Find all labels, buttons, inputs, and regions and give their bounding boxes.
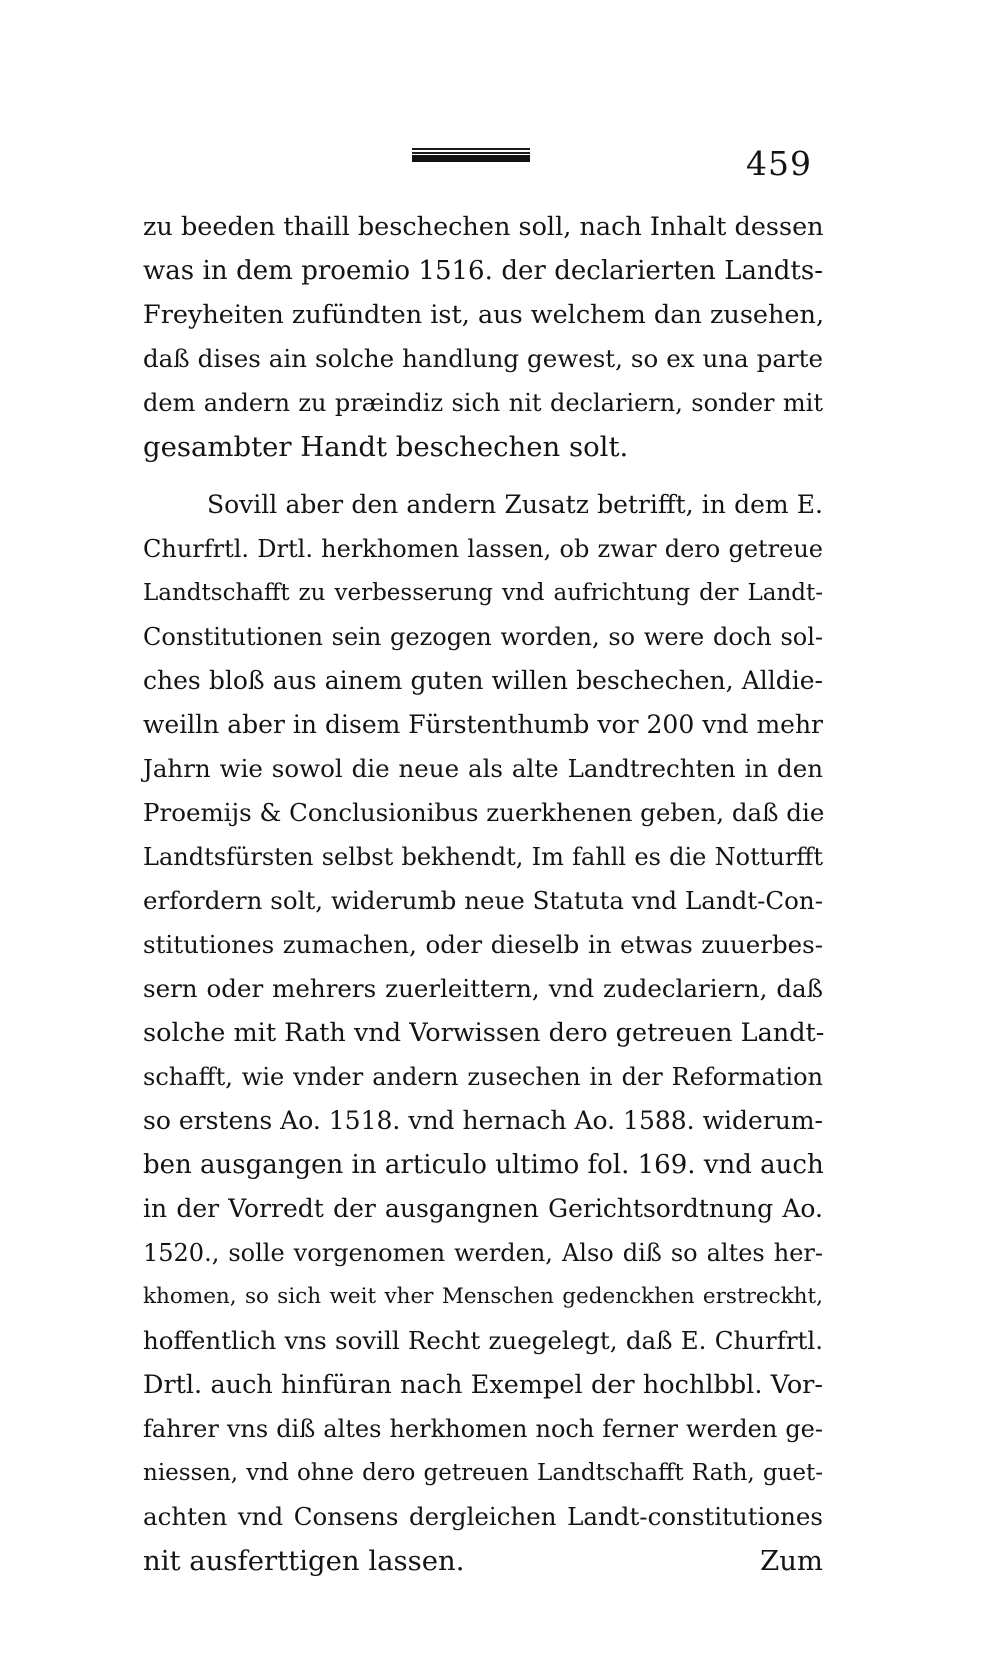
text-line: fahrer vns diß altes herkhomen noch ferner werden ge-: [143, 1415, 823, 1443]
text-line: was in dem proemio 1516. der declarierten Landts-: [143, 256, 823, 286]
text-line: daß dises ain solche handlung gewest, so ex una parte: [143, 344, 823, 373]
text-line: sern oder mehrers zuerleittern, vnd zudeclariern, daß: [143, 974, 823, 1003]
text-line: hoffentlich vns sovill Recht zuegelegt, daß E. Churfrtl.: [143, 1326, 823, 1355]
text-line: zu beeden thaill beschechen soll, nach Inhalt dessen: [143, 212, 824, 242]
text-line: stitutiones zumachen, oder dieselb in etwas zuuerbes-: [143, 930, 823, 959]
header-rule-bar: [412, 155, 530, 162]
text-line: Freyheiten zufündten ist, aus welchem dan zusehen,: [143, 300, 825, 330]
text-line: Landtsfürsten selbst bekhendt, Im fahll es die Notturfft: [143, 843, 823, 871]
text-line: niessen, vnd ohne dero getreuen Landtschafft Rath, guet-: [143, 1460, 823, 1486]
text-line: gesambter Handt beschechen solt.: [143, 431, 629, 463]
page-number: 459: [746, 144, 812, 183]
header-rule-line: [412, 148, 530, 150]
header-rule: [412, 148, 530, 162]
text-line: Constitutionen sein gezogen worden, so were doch sol-: [143, 623, 823, 651]
text-line: solche mit Rath vnd Vorwissen dero getreuen Landt-: [143, 1018, 825, 1048]
text-line: in der Vorredt der ausgangnen Gerichtsordtnung Ao.: [143, 1194, 823, 1223]
text-line: Jahrn wie sowol die neue als alte Landtrechten in den: [143, 754, 823, 783]
text-line: ches bloß aus ainem guten willen beschechen, Alldie-: [143, 666, 823, 695]
paragraph-2: [143, 483, 823, 1583]
text-line: Drtl. auch hinfüran nach Exempel der hochlbbl. Vor-: [143, 1370, 823, 1400]
text-line: Churfrtl. Drtl. herkhomen lassen, ob zwar dero getreue: [143, 535, 823, 563]
text-line: Proemijs & Conclusionibus zuerkhenen geben, daß die: [143, 798, 825, 827]
text-line: Landtschafft zu verbesserung vnd aufrichtung der Landt-: [143, 580, 823, 606]
paragraph-1: [143, 205, 823, 469]
text-line: weilln aber in disem Fürstenthumb vor 200 vnd mehr: [143, 710, 823, 739]
text-line: ben ausgangen in articulo ultimo fol. 169. vnd auch: [143, 1150, 824, 1180]
text-line: erfordern solt, widerumb neue Statuta vnd Landt-Con-: [143, 886, 823, 915]
text-line: dem andern zu præindiz sich nit declariern, sonder mit: [143, 389, 823, 417]
text-line: so erstens Ao. 1518. vnd hernach Ao. 1588. widerum-: [143, 1106, 823, 1135]
text-line: Sovill aber den andern Zusatz betrifft, in dem E.: [207, 490, 823, 519]
text-line: achten vnd Consens dergleichen Landt-constitutiones: [143, 1502, 823, 1531]
text-line-content: nit ausferttigen lassen.: [143, 1545, 465, 1577]
catchword: Zum: [760, 1545, 823, 1577]
text-line: khomen, so sich weit vher Menschen gedenckhen erstreckht,: [143, 1284, 823, 1309]
text-line-last: [143, 1539, 823, 1583]
header-rule-line: [412, 152, 530, 154]
text-line: schafft, wie vnder andern zusechen in der Reformation: [143, 1063, 823, 1091]
text-line: 1520., solle vorgenomen werden, Also diß so altes her-: [143, 1239, 823, 1267]
